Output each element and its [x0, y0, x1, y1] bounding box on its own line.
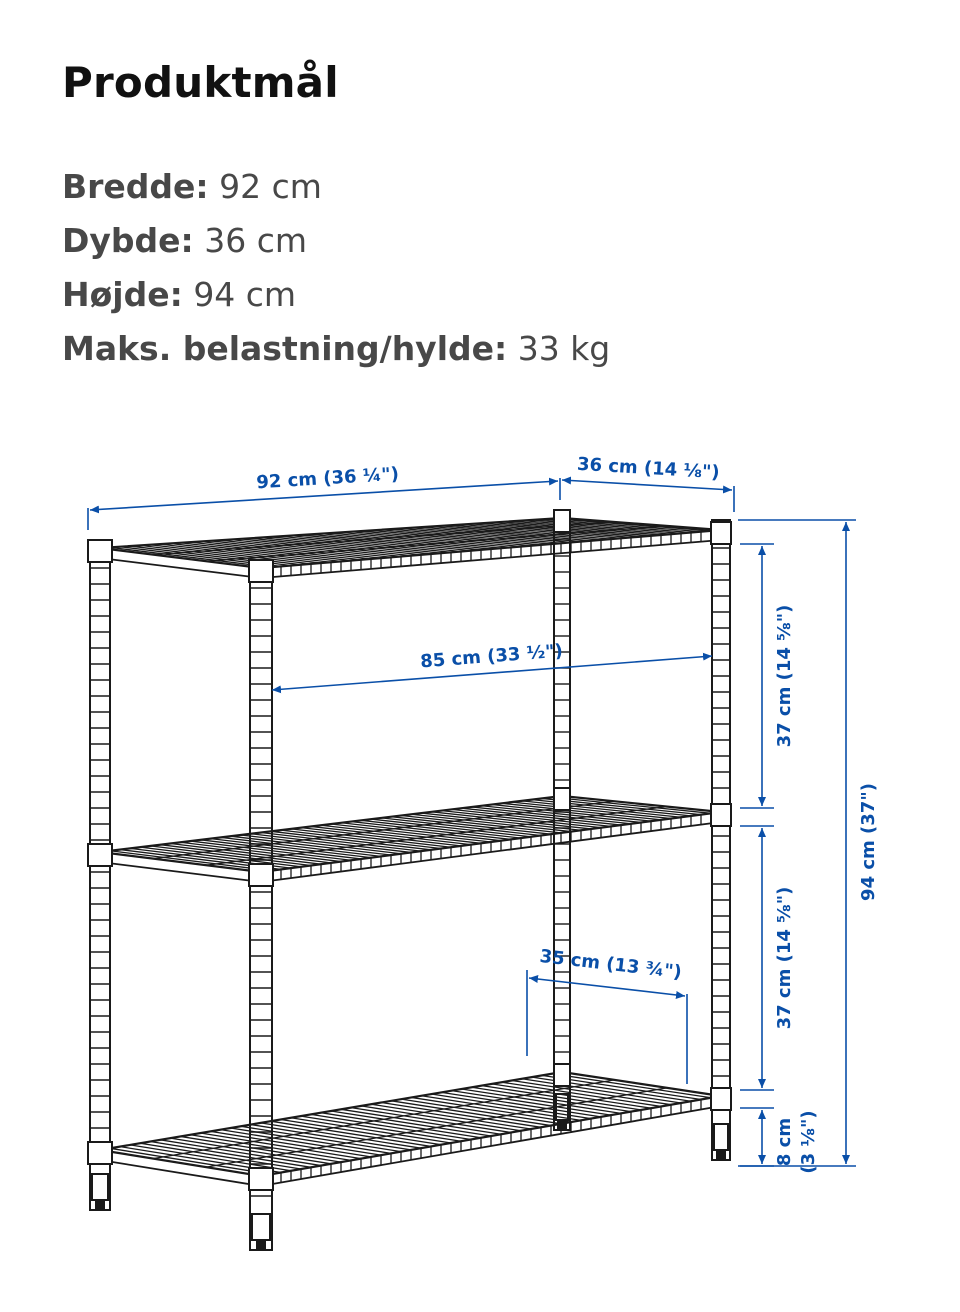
spec-label: Maks. belastning/hylde: — [62, 329, 508, 368]
shelf-collar — [711, 1088, 731, 1110]
spec-label: Dybde: — [62, 221, 194, 260]
shelf-collar — [249, 864, 273, 886]
foot-dimension-label-cm: 8 cm — [774, 1117, 795, 1167]
shelf-collar — [249, 560, 273, 582]
spec-value: 92 cm — [219, 167, 322, 206]
shelf-collar — [554, 1064, 570, 1086]
spec-value: 36 cm — [204, 221, 308, 260]
shelf-collar — [88, 540, 112, 562]
spec-value: 94 cm — [193, 275, 297, 314]
inner-depth-dimension-label: 35 cm (13 ¾") — [538, 945, 683, 984]
shelf-collar — [554, 510, 570, 532]
spec-width — [62, 160, 610, 214]
shelf-collar — [88, 1142, 112, 1164]
inner-width-dimension-label: 85 cm (33 ½") — [419, 640, 564, 673]
shelf-unit-drawing — [88, 510, 731, 1250]
spec-list — [62, 160, 610, 376]
wire-shelf — [88, 510, 731, 582]
page-title: Produktmål — [62, 58, 339, 107]
shelf-collar — [249, 1168, 273, 1190]
dimension-diagram — [0, 440, 960, 1312]
dimension-lines — [88, 478, 856, 1166]
spec-max-load — [62, 322, 610, 376]
shelf-collar — [711, 804, 731, 826]
upper-gap-dimension-label: 37 cm (14 ⅝") — [774, 604, 795, 748]
wire-shelf — [88, 1064, 731, 1190]
shelf-collar — [88, 844, 112, 866]
shelf-post — [90, 540, 110, 1210]
spec-label: Højde: — [62, 275, 183, 314]
shelf-collar — [711, 522, 731, 544]
lower-gap-dimension-label: 37 cm (14 ⅝") — [774, 886, 795, 1030]
wire-shelf — [88, 788, 731, 886]
spec-depth — [62, 214, 610, 268]
shelf-post — [712, 520, 730, 1160]
width-dimension-label: 92 cm (36 ¼") — [255, 463, 400, 494]
height-dimension-label: 94 cm (37") — [858, 783, 879, 901]
depth-dimension-label: 36 cm (14 ⅛") — [576, 453, 721, 484]
spec-value: 33 kg — [517, 329, 611, 368]
spec-label: Bredde: — [62, 167, 209, 206]
shelf-collar — [554, 788, 570, 810]
spec-height — [62, 268, 610, 322]
foot-dimension-label-in: (3 ⅛") — [798, 1110, 819, 1174]
